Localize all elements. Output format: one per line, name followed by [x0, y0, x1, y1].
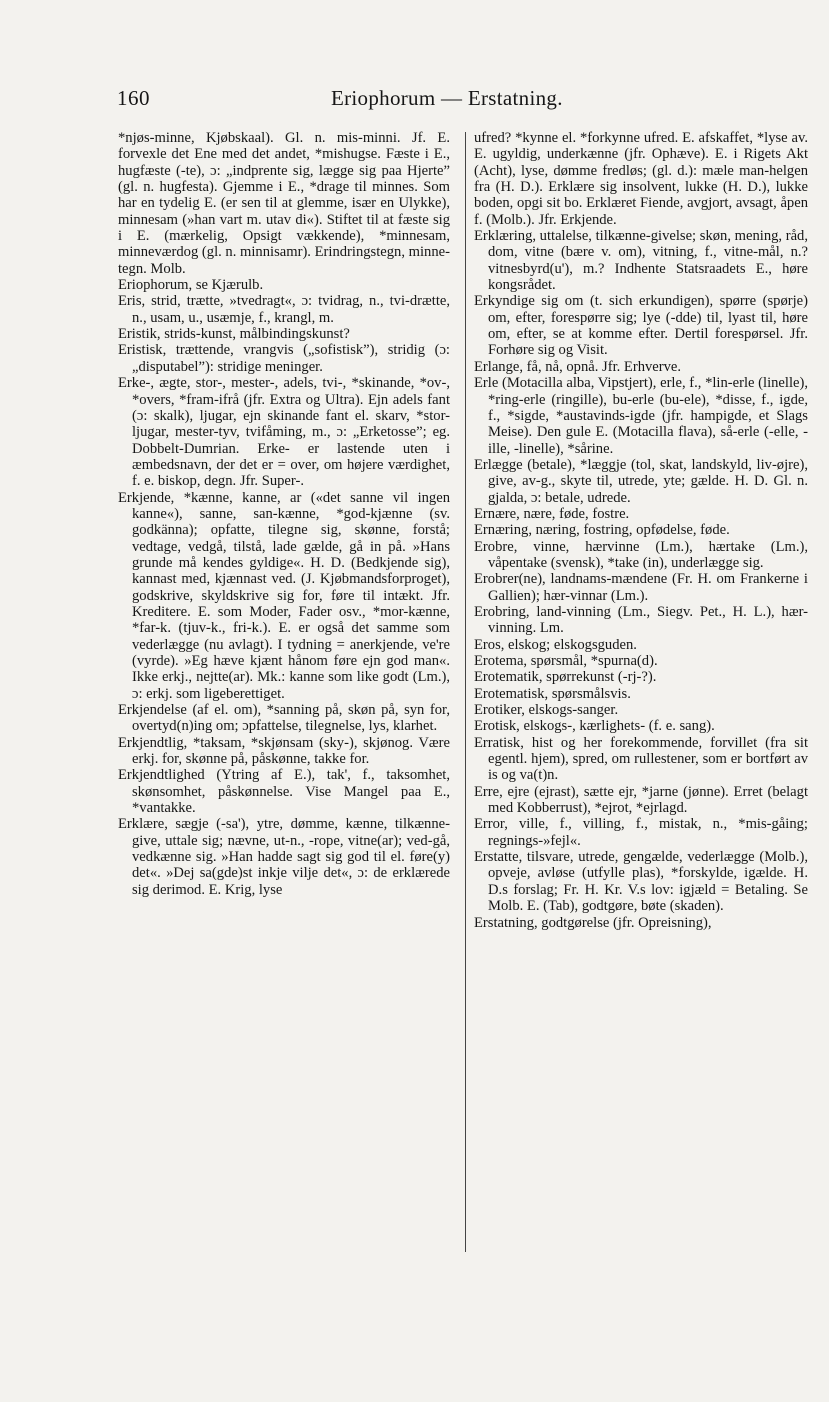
dictionary-entry: Erobring, land-vinning (Lm., Siegv. Pet., H. L.), hær-vinning. Lm.	[474, 603, 808, 637]
dictionary-entry: Ernæring, næring, fostring, opfødelse, føde.	[474, 522, 730, 539]
dictionary-entry: Erkjendelse (af el. om), *sanning på, skøn på, syn for, overtyd(n)ing om; ɔpfattelse, tilegnelse, lys, klarhet.	[118, 702, 450, 735]
page-number: 160	[117, 86, 150, 110]
dictionary-entry: Erobre, vinne, hærvinne (Lm.), hærtake (Lm.), våpentake (svensk), *take (in), underlægge sig.	[474, 538, 808, 571]
dictionary-entry: Erle (Motacilla alba, Vipstjert), erle, f., *lin-erle (linelle), *ring-erle (ringille), bu-erle (bu-ele), *disse, f., igde, f., *sigde, *austavinds-igde (jfr. hampigde, et Slags Meise). Den gule E. (Motacilla flava), så-erle (-elle, -ille, -linelle), *sårine.	[474, 375, 808, 457]
dictionary-entry: Erratisk, hist og her forekommende, forvillet (fra sit egentl. hjem), spred, om rullestener, som er bortført av is og va(t)n.	[474, 734, 808, 784]
dictionary-entry: Erotematisk, spørsmålsvis.	[474, 685, 631, 702]
dictionary-entry: Erlægge (betale), *læggje (tol, skat, landskyld, liv-øjre), give, av-g., skyte til, utrede, yte; gælde. H. D. Gl. n. gjalda, ɔ: betale, udrede.	[474, 456, 808, 506]
right-column	[474, 130, 808, 931]
dictionary-entry: Eros, elskog; elskogsguden.	[474, 636, 637, 653]
page-header	[117, 86, 601, 116]
dictionary-entry: Error, ville, f., villing, f., mistak, n., *mis-gåing; regnings-»fejl«.	[474, 816, 808, 849]
dictionary-entry: Erklære, sægje (-sa'), ytre, dømme, kænne, tilkænne-give, uttale sig; nævne, ut-n., -rope, vitne(ar); ved-gå, vedkænne sig. »Han hadde sagt sig god til el. føre(y) det«. »Dej sa(gde)st inkje vilje det«, ɔ: de erklærede sig derimod. E. Krig, lyse	[118, 816, 450, 898]
dictionary-entry: Eristik, strids-kunst, målbindingskunst?	[118, 326, 350, 343]
dictionary-entry: Erstatning, godtgørelse (jfr. Opreisning),	[474, 914, 712, 931]
dictionary-entry: Eristisk, trættende, vrangvis („sofistisk”), stridig (ɔ: „disputabel”): stridige meninger.	[118, 342, 450, 375]
column-divider	[465, 132, 466, 1252]
dictionary-entry: Erklæring, uttalelse, tilkænne-givelse; skøn, mening, råd, dom, vitne (bære v. om), vitning, f., vitne-mål, n.? vitnesbyrd(u'), m.? Indhente Statsraadets E., høre kongsrådet.	[474, 228, 808, 294]
dictionary-entry: Erkjende, *kænne, kanne, ar («det sanne vil ingen kanne«), sanne, san-kænne, *god-kjænne (sv. godkänna); opfatte, tilegne sig, skønne, forstå; vedtage, vedgå, tilstå, lade gælde, gå in på. »Hans grunde må kendes gyldige«. H. D. (Bedkjende sig), kannast med, kjænnast ved. (J. Kjøbmandsforproget), godskrive, skyldskrive sig for, føre til intækt. Jfr. Kreditere. E. som Moder, Fader osv., *mor-kænne, *far-k. (tjuv-k., fri-k.). E. er også det samme som vederlægge (nu avlagt). I tydning = anerkjende, ve're (vyrde). »Eg hæve kjænt hånom føre ejn god man«. Ikke erkj., nejtte(ar). Mk.: kanne som like godt (Lm.), ɔ: erkj. som ligeberettiget.	[118, 489, 450, 702]
dictionary-entry: Erre, ejre (ejrast), sætte ejr, *jarne (jønne). Erret (belagt med Kobberrust), *ejrot, *ejrlagd.	[474, 783, 808, 817]
left-column	[118, 130, 450, 898]
dictionary-entry: *njøs-minne, Kjøbskaal). Gl. n. mis-minni. Jf. E. forvexle det Ene med det andet, *mishugse. Fæste i E., hugfæste (-te), ɔ: „indprente sig, lægge sig paa Hjerte” (gl. n. hugfesta). Gjemme i E., *drage til minnes. Som har en tydelig E. (er sen til at glemme, især en Ulykke), minnesam (»han vart m. utav di«). Stiftet til at fæste sig i E. (mærkelig, Opsigt vækkende), *minnesam, minneværdog (gl. n. minnisamr). Erindringstegn, minne-tegn. Molb.	[118, 130, 450, 277]
dictionary-entry: Erobrer(ne), landnams-mændene (Fr. H. om Frankerne i Gallien); hær-vinnar (Lm.).	[474, 571, 808, 604]
dictionary-entry: Eriophorum, se Kjærulb.	[118, 277, 264, 294]
dictionary-entry: Erotematik, spørrekunst (-rj-?).	[474, 669, 657, 686]
dictionary-entry: Erkjendtlig, *taksam, *skjønsam (sky-), skjønog. Være erkj. for, skønne på, påskønne, takke for.	[118, 734, 450, 768]
dictionary-entry: Erstatte, tilsvare, utrede, gengælde, vederlægge (Molb.), opveje, avløse (utfylle plas), *forskylde, igælde. H. D.s forslag; Fr. H. Kr. V.s lov: igjæld = Betaling. Se Molb. E. (Tab), godtgøre, bøte (skaden).	[474, 849, 808, 915]
running-head: Eriophorum — Erstatning.	[331, 86, 563, 110]
dictionary-entry: Ernære, nære, føde, fostre.	[474, 505, 630, 522]
dictionary-entry: Erotiker, elskogs-sanger.	[474, 702, 619, 719]
dictionary-entry: Erkjendtlighed (Ytring af E.), tak', f., taksomhet, skønsomhet, påskønnelse. Vise Mangel paa E., *vantakke.	[118, 767, 450, 817]
dictionary-entry: Erkyndige sig om (t. sich erkundigen), spørre (spørje) om, efter, forespørre sig; lye (-dde) til, lyast til, høre om, efter, se at komme efter. Dertil forespørsel. Jfr. Forhøre sig og Visit.	[474, 293, 808, 359]
dictionary-entry: Erotema, spørsmål, *spurna(d).	[474, 653, 658, 669]
dictionary-entry: Erlange, få, nå, opnå. Jfr. Erhverve.	[474, 358, 682, 375]
dictionary-entry: Erke-, ægte, stor-, mester-, adels, tvi-, *skinande, *ov-, *overs, *fram-ifrå (jfr. Extra og Ultra). Ejn adels fant (ɔ: skalk), ljugar, ejn skinande fant el. skarv, *stor-ljugar, mester-tyv, tvifåming, m., ɔ: „Erketosse”; eg. Dobbelt-Dumrian. Erke- er lastende uten i æmbedsnavn, der det er = over, om højere værdighet, f. e. biskop, degn. Jfr. Super-.	[118, 375, 450, 490]
dictionary-entry: Erotisk, elskogs-, kærlighets- (f. e. sang).	[474, 718, 715, 735]
dictionary-entry: Eris, strid, trætte, »tvedragt«, ɔ: tvidrag, n., tvi-drætte, n., usam, u., usæmje, f., krangl, m.	[118, 293, 450, 326]
dictionary-entry: ufred? *kynne el. *forkynne ufred. E. afskaffet, *lyse av. E. ugyldig, underkænne (jfr. Ophæve). E. i Rigets Akt (Acht), lyse, dømme fredløs; (gl. d.): mæle man-helgen fra (H. D.). Erklære sig insolvent, lukke (H. D.), lukke boden, opgi sit bo. Erklæret Fiende, avgjort, avsagt, åpen f. (Molb.). Jfr. Erkjende.	[474, 130, 808, 228]
